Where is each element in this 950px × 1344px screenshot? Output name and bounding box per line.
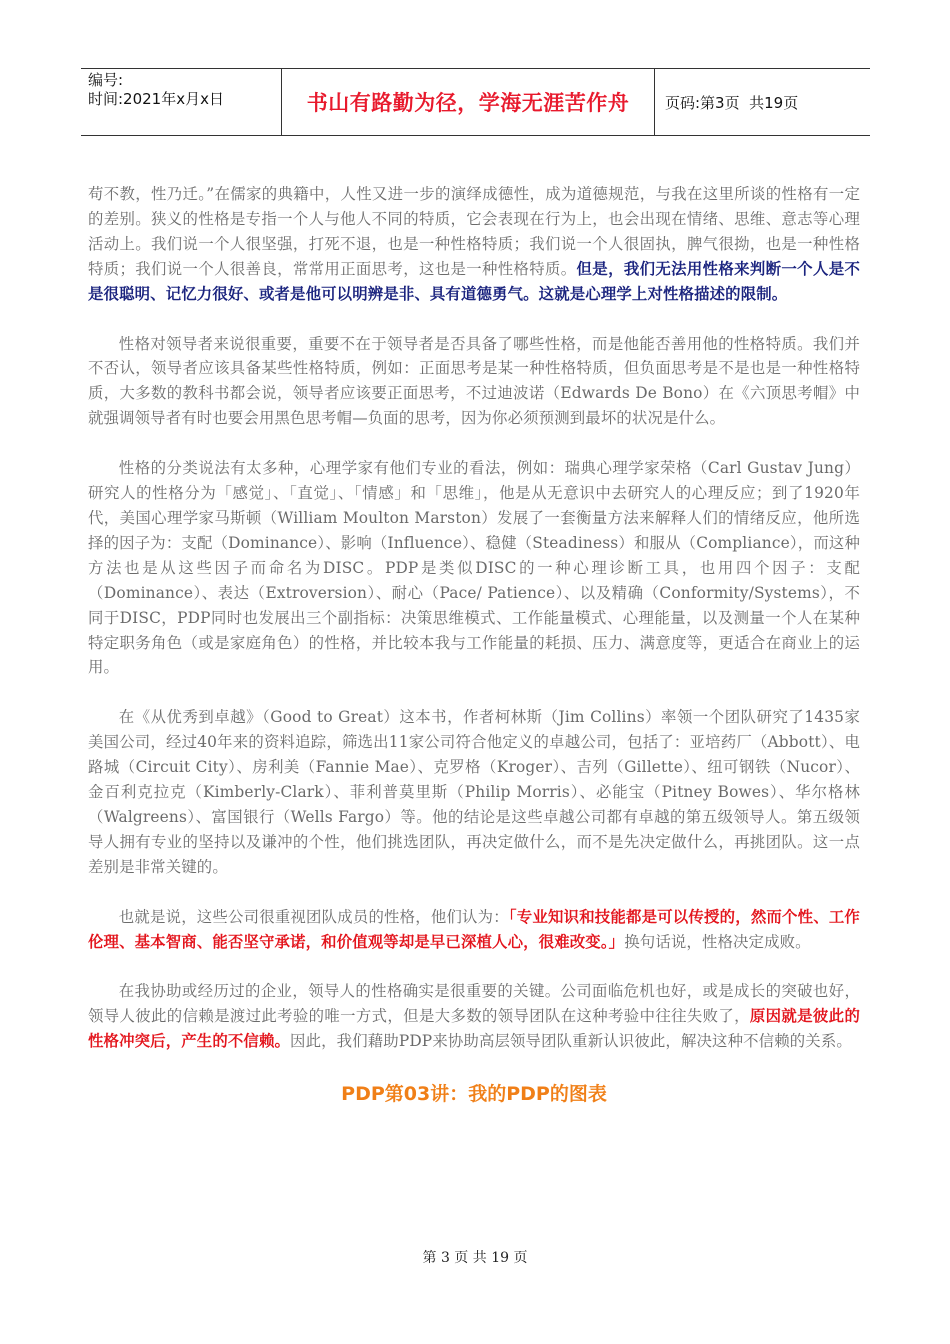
paragraph-text: 性格的分类说法有太多种，心理学家有他们专业的看法，例如：瑞典心理学家荣格（Carl Gustav Jung）研究人的性格分为「感觉」、「直觉」、「情感」和「思维」，他是从无意识中去研究人的心理反应；到了1920年代，美国心理学家马斯顿（William Moulton Marston）发展了一套衡量方法来解释人们的情绪反应，他所选择的因子为：支配（Dominance）、影响（Influence）、稳健（Steadiness）和服从（Compliance），而这种方法也是从这些因子而命名为DISC。PDP是类似DISC的一种心理诊断工具，也用四个因子：支配（Dominance）、表达（Extroversion）、耐心（Pace/ Patience）、以及精确（Conformity/Systems），不同于DISC，PDP同时也发展出三个副指标：决策思维模式、工作能量模式、心理能量，以及测量一个人在某种特定职务角色（或是家庭角色）的性格，并比较本我与工作能量的耗损、压力、满意度等，更适合在商业上的运用。 xyxy=(88,459,860,677)
red-emphasis-text: 「专业知识和技能都是可以传授的，然而个性、工作伦理、基本智商、能否坚守承诺，和价值观等却是早已深植人心，很难改变。」 xyxy=(88,907,860,951)
paragraph-text: 也就是说，这些公司很重视团队成员的性格，他们认为： xyxy=(118,907,509,926)
header-motto: 书山有路勤为径，学海无涯苦作舟 xyxy=(282,69,655,135)
time-label: 时间:2021年x月x日 xyxy=(88,90,224,108)
paragraph xyxy=(88,182,860,307)
paragraph xyxy=(88,979,860,1054)
paragraph xyxy=(88,332,860,432)
page-header xyxy=(81,68,870,136)
document-body xyxy=(88,182,860,1106)
page-footer: 第 3 页 共 19 页 xyxy=(422,1250,528,1266)
paragraph xyxy=(88,905,860,955)
section-heading: PDP第03讲：我的PDP的图表 xyxy=(341,1083,607,1106)
paragraphs xyxy=(88,182,860,1054)
paragraph-text: 苟不教，性乃迁。”在儒家的典籍中，人性又进一步的演绎成德性，成为道德规范，与我在这里所谈的性格有一定的差别。狭义的性格是专指一个人与他人不同的特质，它会表现在行为上，也会出现在情绪、思维、意志等心理活动上。我们说一个人很坚强，打死不退，也是一种性格特质；我们说一个人很固执，脾气很拗，也是一种性格特质；我们说一个人很善良，常常用正面思考，这也是一种性格特质。 xyxy=(88,185,860,278)
red-emphasis-text: 原因就是彼此的性格冲突后，产生的不信赖。 xyxy=(88,1007,860,1051)
paragraph-text: 在《从优秀到卓越》（Good to Great）这本书，作者柯林斯（Jim Collins）率领一个团队研究了1435家美国公司，经过40年来的资料追踪，筛选出11家公司符合他定义的卓越公司，包括了：亚培药厂（Abbott）、电路城（Circuit City）、房利美（Fannie Mae）、克罗格（Kroger）、吉列（Gillette）、纽可钢铁（Nucor）、金百利克拉克（Kimberly-Clark）、菲利普莫里斯（Philip Morris）、必能宝（Pitney Bowes）、华尔格林（Walgreens）、富国银行（Wells Fargo）等。他的结论是这些卓越公司都有卓越的第五级领导人。第五级领导人拥有专业的坚持以及谦冲的个性，他们挑选团队，再决定做什么，而不是先决定做什么，再挑团队。这一点差别是非常关键的。 xyxy=(88,708,860,876)
paragraph-text: 因此，我们藉助PDP来协助高层领导团队重新认识彼此，解决这种不信赖的关系。 xyxy=(290,1032,852,1051)
page-info-text: 页码:第3页 共19页 xyxy=(665,93,799,112)
header-meta xyxy=(81,69,282,135)
header-page-info xyxy=(655,69,870,135)
paragraph xyxy=(88,456,860,680)
paragraph-text: 换句话说，性格决定成败。 xyxy=(624,932,811,951)
number-label: 编号: xyxy=(88,71,124,89)
paragraph-text: 在我协助或经历过的企业，领导人的性格确实是很重要的关键。公司面临危机也好，或是成长的突破也好，领导人彼此的信赖是渡过此考验的唯一方式，但是大多数的领导团队在这种考验中往往失败了， xyxy=(88,982,860,1026)
paragraph-text: 性格对领导者来说很重要，重要不在于领导者是否具备了哪些性格，而是他能否善用他的性格特质。我们并不否认，领导者应该具备某些性格特质，例如：正面思考是某一种性格特质，但负面思考是不是也是一种性格特质，大多数的教科书都会说，领导者应该要正面思考，不过迪波诺（Edwards De Bono）在《六顶思考帽》中就强调领导者有时也要会用黑色思考帽—负面的思考，因为你必须预测到最坏的状况是什么。 xyxy=(88,334,860,428)
blue-emphasis-text: 但是，我们无法用性格来判断一个人是不是很聪明、记忆力很好、或者是他可以明辨是非、具有道德勇气。这就是心理学上对性格描述的限制。 xyxy=(88,259,860,303)
paragraph xyxy=(88,705,860,879)
